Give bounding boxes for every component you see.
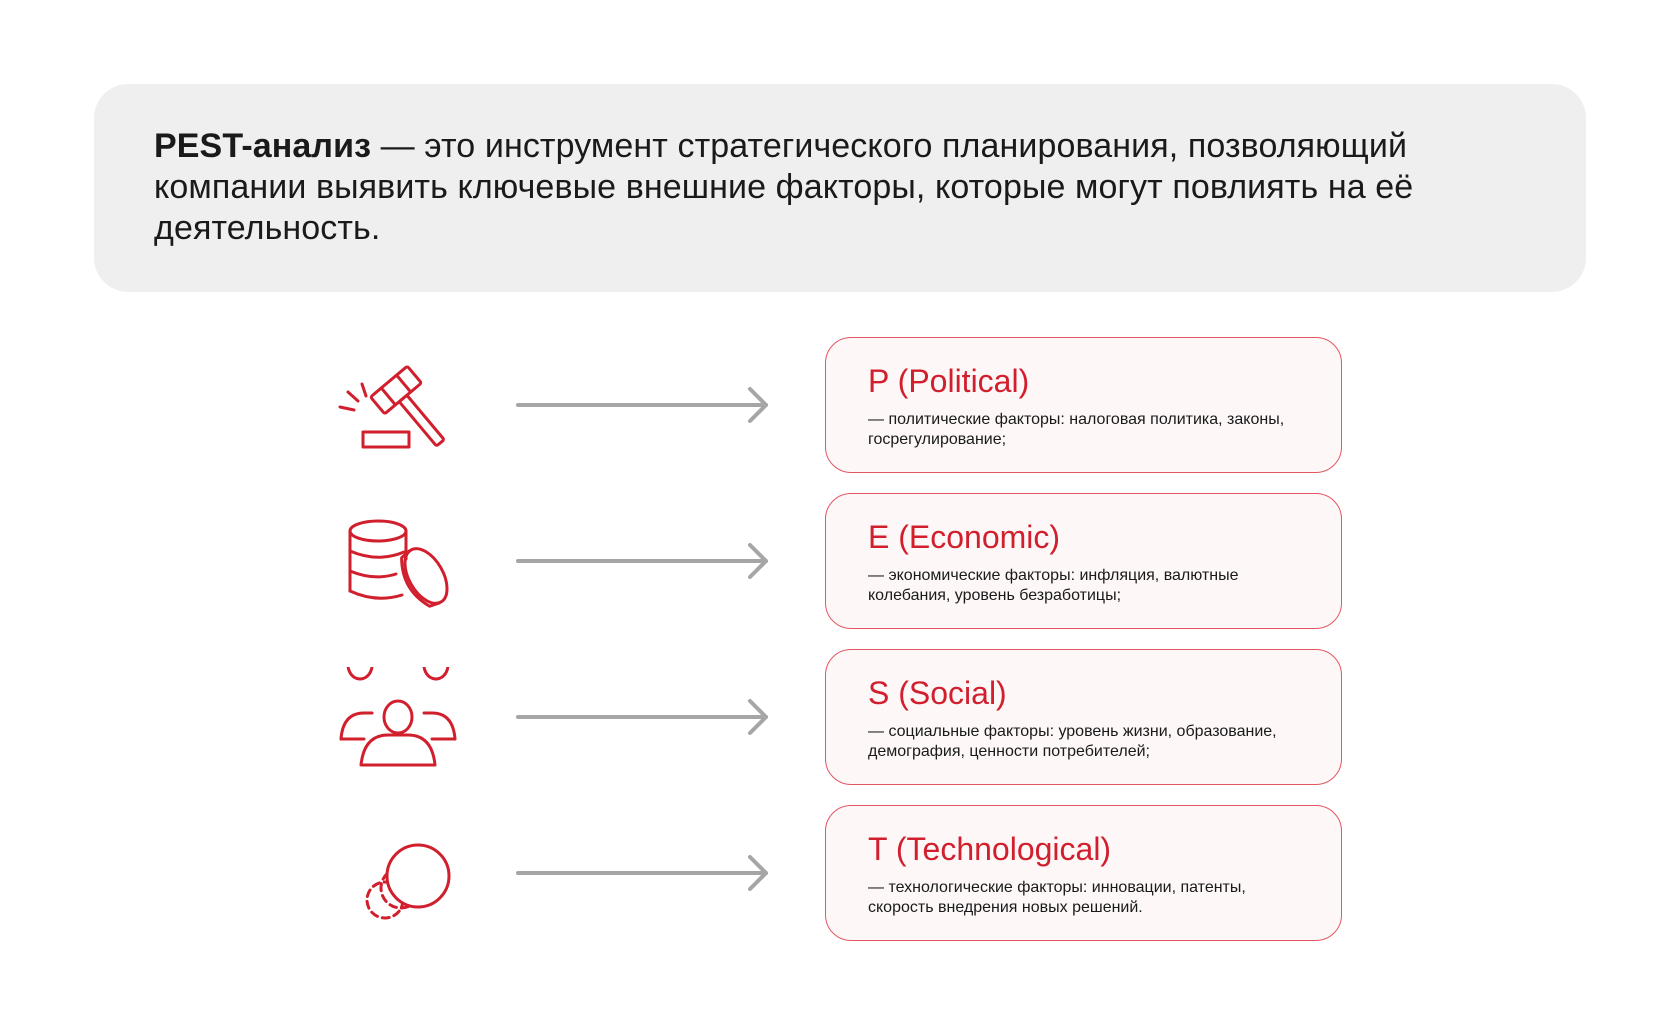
factor-card-technological [825, 805, 1342, 941]
factor-card-social [825, 649, 1342, 785]
people-icon [338, 667, 458, 767]
coins-icon [338, 511, 458, 611]
arrow-social [516, 697, 771, 737]
factor-card-political [825, 337, 1342, 473]
factor-row-technological [0, 805, 1680, 941]
factor-title: P (Political) [868, 363, 1030, 399]
intro-text [154, 126, 1526, 249]
arrow-economic [516, 541, 771, 581]
intro-box [94, 84, 1586, 292]
circles-icon [338, 823, 458, 923]
arrow-political [516, 385, 771, 425]
intro-definition: — это инструмент стратегического планирования, позволяющий компании выявить ключевые внешние факторы, которые могут повлиять на её деятельность. [154, 127, 1414, 247]
gavel-icon [338, 355, 458, 455]
factor-description: — социальные факторы: уровень жизни, образование, демография, ценности потребителей; [868, 723, 1277, 760]
factor-description: — политические факторы: налоговая политика, законы, госрегулирование; [868, 411, 1285, 448]
factor-description: — экономические факторы: инфляция, валютные колебания, уровень безработицы; [868, 567, 1239, 604]
factor-title: E (Economic) [868, 519, 1061, 555]
factor-row-social [0, 649, 1680, 785]
factor-title: T (Technological) [868, 831, 1112, 867]
arrow-technological [516, 853, 771, 893]
factor-title: S (Social) [868, 675, 1007, 711]
intro-term: PEST-анализ [154, 127, 372, 165]
factor-row-political [0, 337, 1680, 473]
factor-card-economic [825, 493, 1342, 629]
factor-description: — технологические факторы: инновации, патенты, скорость внедрения новых решений. [868, 879, 1246, 916]
factor-row-economic [0, 493, 1680, 629]
